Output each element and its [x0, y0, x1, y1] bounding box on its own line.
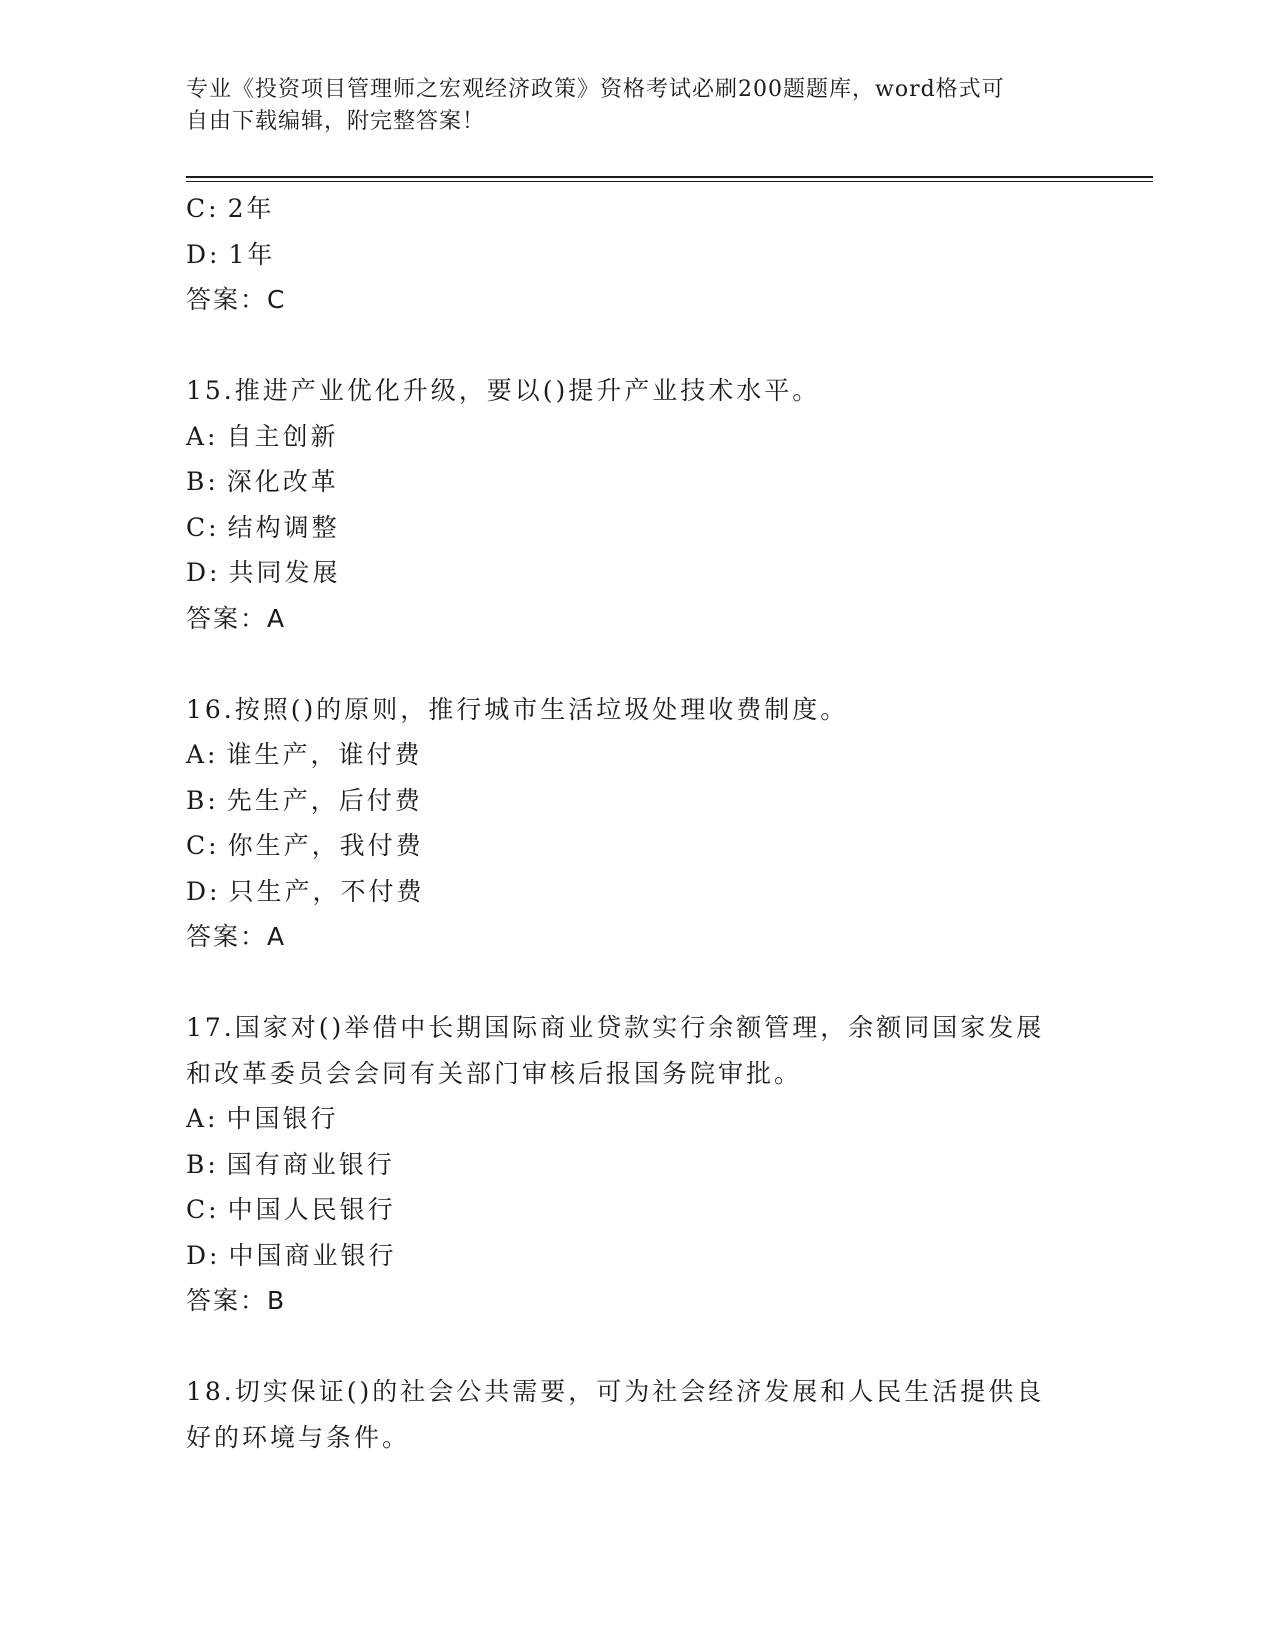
page-header [186, 74, 1066, 138]
question-18-text-line-1: 18.切实保证()的社会公共需要，可为社会经济发展和人民生活提供良 [186, 1377, 1045, 1406]
header-line-2: 自由下载编辑，附完整答案！ [186, 109, 486, 134]
option-text: 国有商业银行 [226, 1149, 395, 1179]
option-text: 中国商业银行 [228, 1240, 397, 1270]
option-text: 共同发展 [228, 558, 341, 587]
option-key: B: [186, 1149, 219, 1179]
header-line-1: 专业《投资项目管理师之宏观经济政策》资格考试必刷200题题库，word格式可 [186, 77, 1005, 102]
option-text: 2年 [227, 194, 275, 223]
question-17-option-a [186, 1096, 1086, 1142]
option-key: C: [186, 1195, 220, 1224]
option-key: A: [186, 421, 219, 451]
option-key: D: [186, 558, 221, 587]
option-key: B: [186, 785, 219, 815]
question-15-option-b [186, 459, 1086, 505]
question-list [186, 186, 1086, 1460]
question-15-option-c [186, 505, 1086, 551]
spacer [186, 960, 1086, 1006]
question-18-text-line-2: 好的环境与条件。 [186, 1422, 411, 1452]
question-16-option-b [186, 778, 1086, 824]
option-text: 中国银行 [226, 1104, 339, 1133]
option-d [186, 232, 1086, 278]
question-16-text: 16.按照()的原则，推行城市生活垃圾处理收费制度。 [186, 694, 849, 724]
question-17-option-b [186, 1142, 1086, 1188]
question-17-answer: 答案：B [186, 1286, 287, 1315]
header-divider-thin [186, 181, 1153, 182]
question-16-answer: 答案：A [186, 922, 287, 951]
option-key: B: [186, 467, 219, 496]
question-17-option-d [186, 1233, 1086, 1279]
option-key: C: [186, 194, 220, 223]
option-text: 自主创新 [226, 421, 339, 451]
option-key: C: [186, 512, 220, 542]
option-key: D: [186, 876, 221, 906]
question-16-option-d [186, 869, 1086, 915]
option-text: 1年 [228, 239, 276, 269]
spacer [186, 641, 1086, 687]
option-text: 你生产，我付费 [227, 831, 424, 860]
option-key: D: [186, 1240, 221, 1270]
option-key: A: [186, 1104, 219, 1133]
question-15-text: 15.推进产业优化升级，要以()提升产业技术水平。 [186, 376, 821, 405]
question-16-option-a [186, 732, 1086, 778]
question-16-option-c [186, 823, 1086, 869]
option-text: 谁生产，谁付费 [226, 740, 423, 769]
answer: 答案：C [186, 285, 287, 314]
option-text: 中国人民银行 [227, 1195, 396, 1224]
question-17-text-line-2: 和改革委员会会同有关部门审核后报国务院审批。 [186, 1058, 803, 1088]
question-15-option-d [186, 550, 1086, 596]
option-text: 深化改革 [226, 467, 339, 496]
question-15-option-a [186, 414, 1086, 460]
spacer [186, 323, 1086, 369]
spacer [186, 1324, 1086, 1370]
header-divider-thick [186, 176, 1153, 178]
option-text: 先生产，后付费 [226, 785, 423, 815]
option-text: 结构调整 [227, 512, 340, 542]
question-17-option-c [186, 1187, 1086, 1233]
question-15-answer: 答案：A [186, 603, 287, 633]
option-c [186, 186, 1086, 232]
question-17-text-line-1: 17.国家对()举借中长期国际商业贷款实行余额管理，余额同国家发展 [186, 1013, 1045, 1042]
option-key: C: [186, 831, 220, 860]
option-text: 只生产，不付费 [228, 876, 425, 906]
option-key: D: [186, 239, 221, 269]
option-key: A: [186, 740, 219, 769]
